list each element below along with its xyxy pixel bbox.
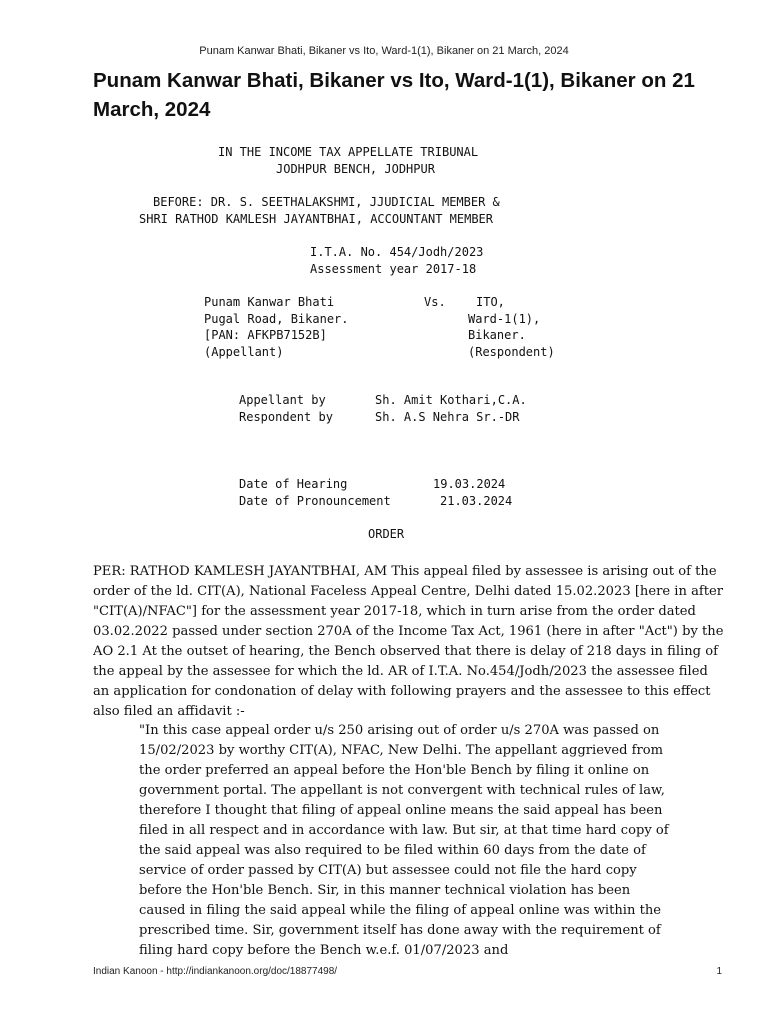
respondent-ward: Ward-1(1), (468, 312, 541, 326)
bench-line-2: SHRI RATHOD KAMLESH JAYANTBHAI, ACCOUNTANT MEMBER (139, 212, 494, 226)
versus-label: Vs. (424, 295, 446, 309)
respondent-name: ITO, (476, 295, 505, 309)
respondent-by-value: Sh. A.S Nehra Sr.-DR (375, 410, 520, 424)
hearing-date-label: Date of Hearing (239, 477, 348, 491)
appellant-pan: [PAN: AFKPB7152B] (204, 328, 327, 342)
assessment-year: Assessment year 2017-18 (310, 262, 477, 276)
pronouncement-date-label: Date of Pronouncement (239, 494, 391, 508)
affidavit-quote: "In this case appeal order u/s 250 arising out of order u/s 270A was passed on 15/02/2023 by worthy CIT(A), NFAC, New Delhi. The appellant aggrieved from the order preferred an appeal before the Hon'ble Bench by filing it online on government portal. The appellant is not convergent with technical rules of law, therefore I thought that filing of appeal online means the said appeal has been filed in all respect and in accordance with law. But sir, at that time hard copy of the said appeal was also required to be filed within 60 days from the date of service of order passed by CIT(A) but assessee could not file the hard copy before the Hon'ble Bench. Sir, in this manner technical violation has been caused in filing the said appeal while the filing of appeal online was within the prescribed time. Sir, government itself has done away with the requirement of filing hard copy before the Bench w.e.f. 01/07/2023 and (139, 723, 669, 958)
footer-source-link[interactable]: Indian Kanoon - http://indiankanoon.org/doc/18877498/ (93, 966, 338, 977)
ita-number: I.T.A. No. 454/Jodh/2023 (310, 245, 484, 259)
bench-line-1: BEFORE: DR. S. SEETHALAKSHMI, JJUDICIAL MEMBER & (153, 195, 500, 209)
appellant-name: Punam Kanwar Bhati (204, 295, 335, 309)
hearing-date-value: 19.03.2024 (433, 477, 506, 491)
page-number: 1 (716, 966, 722, 977)
order-heading: ORDER (368, 527, 405, 541)
tribunal-line-1: IN THE INCOME TAX APPELLATE TRIBUNAL (218, 145, 479, 159)
running-header: Punam Kanwar Bhati, Bikaner vs Ito, Ward-1(1), Bikaner on 21 March, 2024 (199, 45, 569, 57)
respondent-role: (Respondent) (468, 345, 555, 359)
pronouncement-date-value: 21.03.2024 (440, 494, 513, 508)
order-body-paragraph: PER: RATHOD KAMLESH JAYANTBHAI, AM This appeal filed by assessee is arising out of the order of the ld. CIT(A), National Faceless Appeal Centre, Delhi dated 15.02.2023 [here in after "CIT(A)/NFAC"] for the assessment year 2017-18, which in turn arise from the order dated 03.02.2022 passed under section 270A of the Income Tax Act, 1961 (here in after "Act") by the AO 2.1 At the outset of hearing, the Bench observed that there is delay of 218 days in filing of the appeal by the assessee for which the ld. AR of I.T.A. No.454/Jodh/2023 the assessee filed an application for condonation of delay with following prayers and the assessee to this effect also filed an affidavit :- (93, 564, 724, 719)
appellant-role: (Appellant) (204, 345, 284, 359)
appellant-address: Pugal Road, Bikaner. (204, 312, 349, 326)
document-title: Punam Kanwar Bhati, Bikaner vs Ito, Ward-1(1), Bikaner on 21 March, 2024 (93, 69, 695, 121)
appellant-by-value: Sh. Amit Kothari,C.A. (375, 393, 527, 407)
respondent-city: Bikaner. (468, 328, 526, 342)
tribunal-line-2: JODHPUR BENCH, JODHPUR (276, 162, 435, 176)
respondent-by-label: Respondent by (239, 410, 333, 424)
appellant-by-label: Appellant by (239, 393, 326, 407)
